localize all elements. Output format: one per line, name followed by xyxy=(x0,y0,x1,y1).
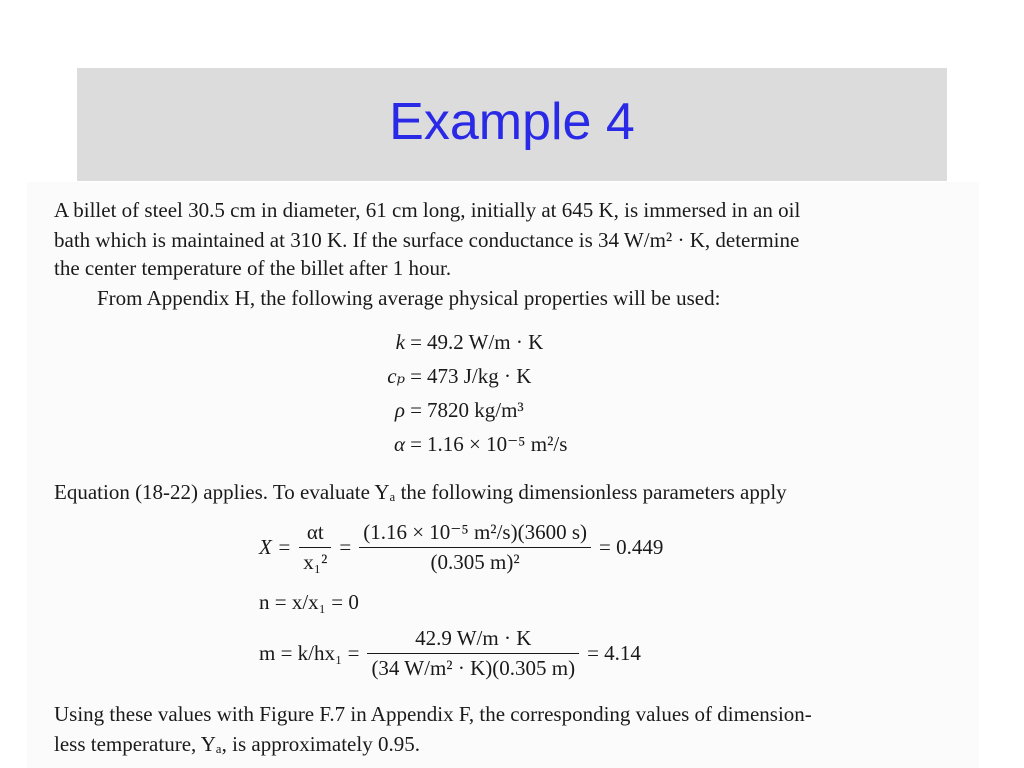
equation-x-fraction-2 xyxy=(359,520,591,575)
fraction-numerator: αt xyxy=(299,520,331,548)
equation-x-fraction-1 xyxy=(299,520,331,575)
property-value: 1.16 × 10⁻⁵ m²/s xyxy=(427,432,568,456)
property-alpha: α = 1.16 × 10⁻⁵ m²/s xyxy=(347,432,567,457)
problem-line-2: bath which is maintained at 310 K. If the surface conductance is 34 W/m² · K, determine xyxy=(54,228,800,252)
parameters-intro: Equation (18-22) applies. To evaluate Yₐ the following dimensionless parameters apply xyxy=(54,480,787,504)
fraction-denominator: (34 W/m² · K)(0.305 m) xyxy=(371,656,576,680)
equation-m-lhs: m = k/hx₁ = xyxy=(259,641,360,665)
fraction-numerator: 42.9 W/m · K xyxy=(367,626,579,654)
property-rho: ρ = 7820 kg/m³ xyxy=(347,398,524,423)
equation-x-lhs: X = xyxy=(259,535,292,559)
title-band xyxy=(77,68,947,181)
property-cp: cₚ = 473 J/kg · K xyxy=(347,364,531,389)
slide-title: Example 4 xyxy=(389,93,635,151)
equation-m-result: = 4.14 xyxy=(587,641,641,665)
equation-x-result: = 0.449 xyxy=(599,535,664,559)
problem-line-1: A billet of steel 30.5 cm in diameter, 61 cm long, initially at 645 K, is immersed in an oil xyxy=(54,198,801,222)
property-value: 7820 kg/m³ xyxy=(427,398,524,422)
conclusion-line-1: Using these values with Figure F.7 in Appendix F, the corresponding values of dimension- xyxy=(54,702,812,726)
equation-m xyxy=(259,626,641,681)
problem-line-3: the center temperature of the billet after 1 hour. xyxy=(54,256,452,280)
fraction-denominator: (0.305 m)² xyxy=(430,550,520,574)
property-value: 473 J/kg · K xyxy=(427,364,532,388)
property-symbol: α xyxy=(393,432,405,456)
fraction-denominator: x₁² xyxy=(303,550,328,574)
equation-x: X = $\frac{\alpha t}{\text{x₁²}}$ = $\frac{\text{(1.16 × 10⁻⁵ m²/s)(3600 s)}}{\text{(0.305 m)²}}$ = 0.449 xyxy=(259,520,664,574)
property-symbol: cₚ xyxy=(387,364,405,388)
property-symbol: k xyxy=(395,330,405,354)
conclusion-line-2: less temperature, Yₐ, is approximately 0.95. xyxy=(54,732,420,756)
equation-m-fraction xyxy=(367,626,579,681)
properties-intro: From Appendix H, the following average physical properties will be used: xyxy=(97,286,721,310)
equation-n: n = x/x₁ = 0 xyxy=(259,590,359,614)
fraction-numerator: (1.16 × 10⁻⁵ m²/s)(3600 s) xyxy=(359,520,591,548)
scanned-text-block xyxy=(27,182,979,768)
property-symbol: ρ xyxy=(394,398,405,422)
property-value: 49.2 W/m · K xyxy=(427,330,544,354)
property-k: k = 49.2 W/m · K xyxy=(347,330,543,355)
